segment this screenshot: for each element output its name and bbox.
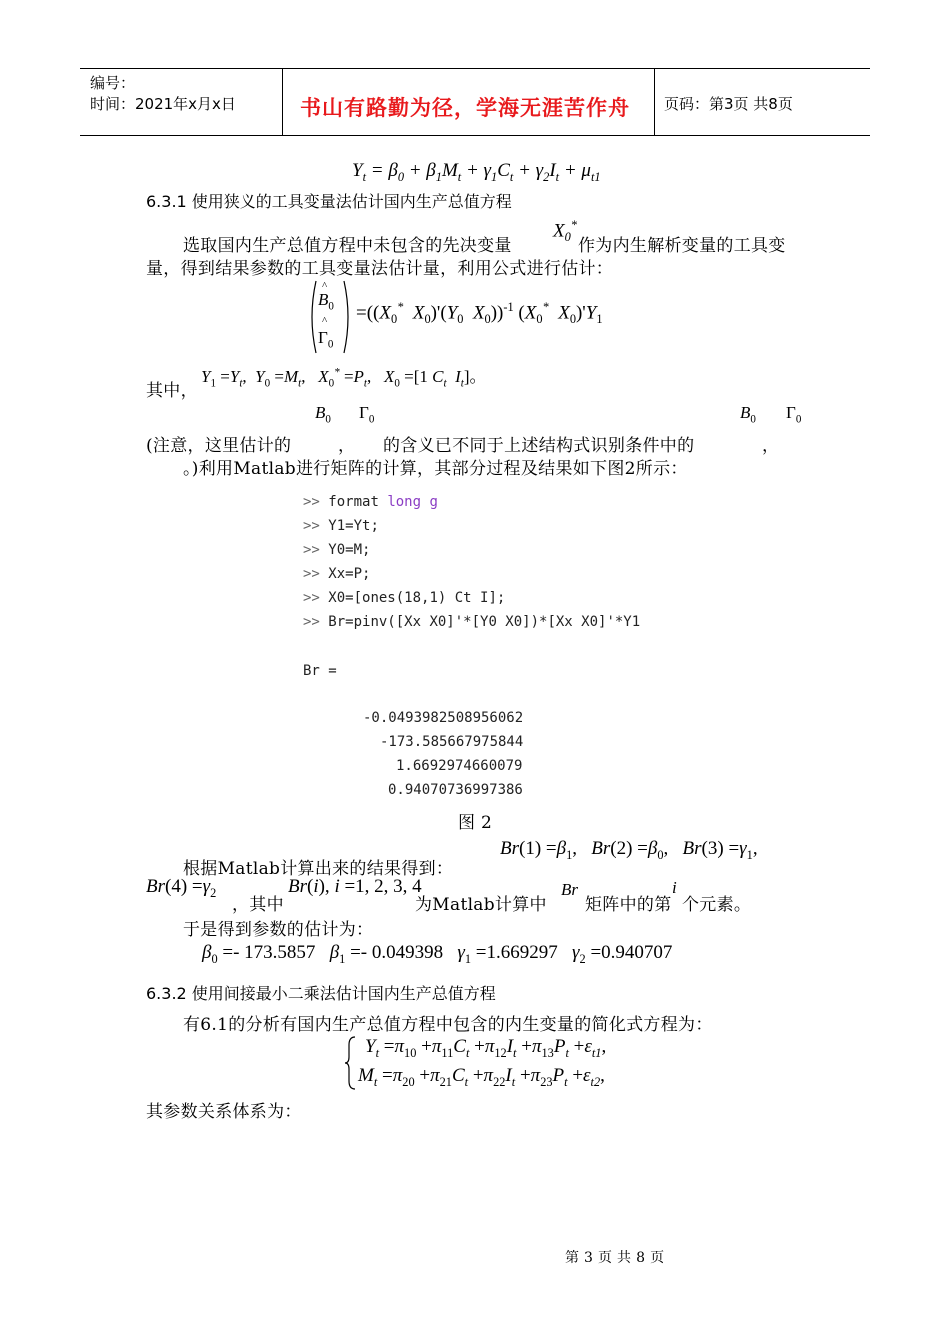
math-br-symbol: Br	[561, 880, 578, 899]
reduced-equation-2: $M_t =\pi_{20} +\pi_{21}C_t +\pi_{22}I_t +\pi_{23}P_t +\varepsilon_{t2}$,	[358, 1065, 605, 1089]
paragraph-1-line2: 量，得到结果参数的工具变量法估计量，利用公式进行估计：	[146, 259, 614, 279]
paragraph-3: 于是得到参数的估计为：	[183, 920, 374, 940]
math-b0-struct: $B_0$	[740, 403, 756, 426]
paragraph-4: 有6.1的分析有国内生产总值方程中包含的内生变量的简化式方程为：	[183, 1015, 713, 1035]
matlab-value-2: -173.585667975844	[380, 734, 524, 750]
paragraph-2-line1: 根据Matlab计算出来的结果得到：	[183, 859, 454, 879]
matlab-line-6: >> Br=pinv([Xx X0]'*[Y0 X0])*[Xx X0]'*Y1	[303, 614, 641, 630]
matlab-value-4: 0.94070736997386	[388, 782, 523, 798]
math-i-symbol: i	[672, 878, 677, 897]
note-part1: (注意，这里估计的	[146, 436, 292, 456]
where-definitions: $Y_1 =Y_t$, $Y_0 =M_t$, $X_0^* =P_t$, $X_0 =[1$ $C_t$ $I_t$]。	[201, 366, 487, 390]
paragraph-2-line2d: 个元素。	[682, 895, 752, 915]
matlab-line-3: >> Y0=M;	[303, 542, 371, 558]
where-label: 其中，	[146, 381, 198, 401]
matlab-line-5: >> X0=[ones(18,1) Ct I];	[303, 590, 506, 606]
footer-page-number: 第 3 页 共 8 页	[565, 1250, 665, 1266]
header-number-label: 编号：	[90, 74, 136, 92]
math-br-index: Br(i), i =1, 2, 3, 4	[288, 876, 422, 897]
math-br-results-2: $Br(4) =\gamma_2$	[146, 876, 217, 900]
system-brace	[343, 1035, 359, 1091]
math-x0-star: $X_0^*$	[553, 218, 577, 245]
matlab-result-label: Br =	[303, 663, 337, 679]
matlab-value-1: -0.0493982508956062	[363, 710, 524, 726]
paragraph-2-line2b: 为Matlab计算中	[415, 895, 547, 915]
note-part4: ，	[762, 436, 780, 456]
math-gamma0-note: $\Gamma_0$	[359, 403, 375, 426]
math-br-results-1: $Br(1) =\beta_1$, $Br(2) =\beta_0$, $Br(3) =\gamma_1$,	[500, 838, 758, 862]
paragraph-1-line1a: 选取国内生产总值方程中未包含的先决变量	[183, 236, 512, 256]
math-b0-note: $B_0$	[315, 403, 331, 426]
matlab-value-3: 1.6692974660079	[396, 758, 523, 774]
equation-structural: $Y_t = \beta_0 + \beta_1M_t + \gamma_1C_t + \gamma_2I_t + \mu_{t1}$	[352, 160, 601, 184]
estimates-line: $\beta_0 =- 173.5857$ $\beta_1 =- 0.049398$ $\gamma_1 =1.669297$ $\gamma_2 =0.940707$	[202, 942, 673, 966]
paragraph-5: 其参数关系体系为：	[146, 1102, 302, 1122]
matlab-line-2: >> Y1=Yt;	[303, 518, 379, 534]
figure-caption: 图 2	[458, 813, 493, 833]
matlab-line-4: >> Xx=P;	[303, 566, 371, 582]
reduced-equation-1: $Y_t =\pi_{10} +\pi_{11}C_t +\pi_{12}I_t +\pi_{13}P_t +\varepsilon_{t1}$,	[365, 1036, 607, 1060]
note-part2: ，	[338, 436, 356, 456]
matlab-line-1: >> format long g	[303, 494, 438, 510]
section-title-631: 6.3.1 使用狭义的工具变量法估计国内生产总值方程	[146, 192, 512, 211]
paragraph-2-line2c: 矩阵中的第	[585, 895, 672, 915]
paragraph-1-line1b: 作为内生解析变量的工具变	[578, 236, 786, 256]
math-gamma0-struct: $\Gamma_0$	[786, 403, 802, 426]
note-line2: 。)利用Matlab进行矩阵的计算，其部分过程及结果如下图2所示：	[183, 459, 688, 479]
section-title-632: 6.3.2 使用间接最小二乘法估计国内生产总值方程	[146, 984, 496, 1003]
header-page-info: 页码：第3页 共8页	[664, 95, 793, 113]
header-time-label: 时间：2021年x月x日	[90, 95, 236, 113]
note-part3: 的含义已不同于上述结构式识别条件中的	[383, 436, 695, 456]
paragraph-2-line2a: ，其中	[232, 895, 284, 915]
header-motto: 书山有路勤为径，学海无涯苦作舟	[300, 96, 630, 120]
